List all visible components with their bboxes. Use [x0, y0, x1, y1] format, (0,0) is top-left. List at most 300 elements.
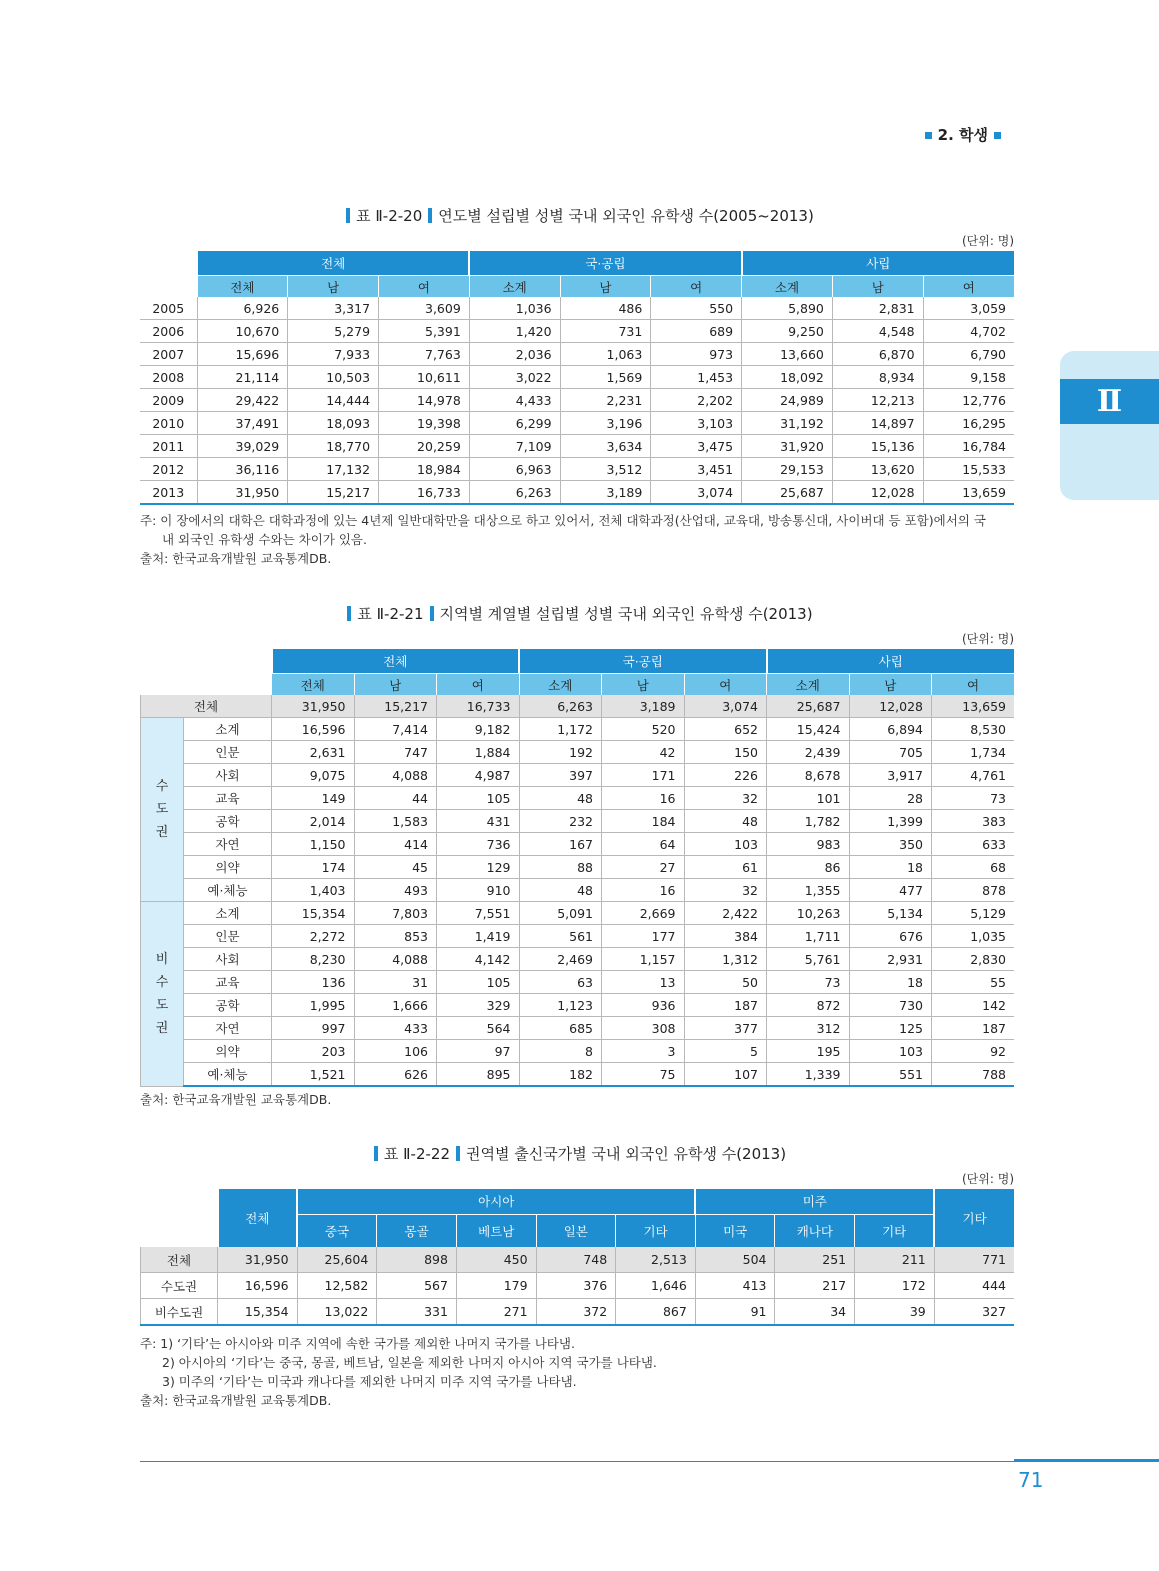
- row-label: 사회: [184, 948, 272, 971]
- table-cell: 2,831: [832, 297, 923, 320]
- table-cell: 329: [437, 994, 520, 1017]
- row-label: 공학: [184, 994, 272, 1017]
- table2-group: 사립: [767, 649, 1015, 674]
- table-row: [141, 787, 1015, 810]
- table-cell: 106: [354, 1040, 437, 1063]
- table-row: [141, 764, 1015, 787]
- table-cell: 4,088: [354, 764, 437, 787]
- table-cell: 633: [932, 833, 1015, 856]
- table-cell: 18,093: [288, 412, 379, 435]
- table-row: [141, 856, 1015, 879]
- row-year: 2005: [140, 297, 197, 320]
- total-row: [141, 695, 1015, 718]
- table-cell: 3,451: [651, 458, 742, 481]
- row-label: 전체: [141, 695, 272, 718]
- table-cell: 7,414: [354, 718, 437, 741]
- table1-unit: (단위: 명): [962, 234, 1014, 248]
- table1-subhead: 소계: [469, 276, 560, 298]
- table-cell: 383: [932, 810, 1015, 833]
- row-label: 수도권: [141, 1273, 218, 1299]
- row-label: 소계: [184, 718, 272, 741]
- table-cell: 1,782: [767, 810, 850, 833]
- table-cell: 3,074: [684, 695, 767, 718]
- table-cell: 788: [932, 1063, 1015, 1087]
- table-cell: 450: [456, 1247, 536, 1273]
- table-cell: 493: [354, 879, 437, 902]
- table-cell: 232: [519, 810, 602, 833]
- table-cell: 31,920: [742, 435, 833, 458]
- table-cell: 13,620: [832, 458, 923, 481]
- table-cell: 2,202: [651, 389, 742, 412]
- table-cell: 376: [536, 1273, 616, 1299]
- table-cell: 12,776: [923, 389, 1014, 412]
- caption-bar-icon: [347, 606, 351, 621]
- table2-subhead: 여: [437, 674, 520, 696]
- table-cell: 14,444: [288, 389, 379, 412]
- table-cell: 39: [855, 1299, 935, 1326]
- table-cell: 6,894: [849, 718, 932, 741]
- table-cell: 867: [616, 1299, 696, 1326]
- table-cell: 45: [354, 856, 437, 879]
- table-cell: 203: [272, 1040, 355, 1063]
- caption-bar-icon: [346, 208, 350, 223]
- table-cell: 88: [519, 856, 602, 879]
- table-cell: 973: [651, 343, 742, 366]
- row-label: 사회: [184, 764, 272, 787]
- table2-group: 전체: [272, 649, 520, 674]
- table-cell: 217: [775, 1273, 855, 1299]
- table-cell: 16: [602, 787, 685, 810]
- table-row: [140, 458, 1014, 481]
- table-cell: 676: [849, 925, 932, 948]
- table-cell: 8: [519, 1040, 602, 1063]
- table-row: [140, 320, 1014, 343]
- table-cell: 1,646: [616, 1273, 696, 1299]
- table-cell: 50: [684, 971, 767, 994]
- table3-col-etc: 기타: [934, 1189, 1014, 1247]
- table-cell: 16,596: [218, 1273, 298, 1299]
- table-cell: 15,136: [832, 435, 923, 458]
- table3-subhead: 몽골: [377, 1214, 457, 1247]
- chapter-number: Ⅱ: [1060, 379, 1159, 424]
- table-cell: 910: [437, 879, 520, 902]
- table-cell: 384: [684, 925, 767, 948]
- table-row: [140, 297, 1014, 320]
- table-cell: 48: [684, 810, 767, 833]
- table-cell: 550: [651, 297, 742, 320]
- table-cell: 1,666: [354, 994, 437, 1017]
- table-cell: 377: [684, 1017, 767, 1040]
- table3-caption: 표 Ⅱ-2-22 권역별 출신국가별 국내 외국인 유학생 수(2013): [140, 1143, 1014, 1164]
- table-cell: 32: [684, 879, 767, 902]
- table3-group-america: 미주: [695, 1189, 934, 1214]
- table-cell: 1,035: [932, 925, 1015, 948]
- table1-subhead: 전체: [197, 276, 288, 298]
- table-cell: 37,491: [197, 412, 288, 435]
- table-cell: 20,259: [379, 435, 470, 458]
- table-cell: 55: [932, 971, 1015, 994]
- table2-subhead: 여: [684, 674, 767, 696]
- source-line: 출처: 한국교육개발원 교육통계DB.: [140, 1393, 332, 1408]
- table-cell: 7,803: [354, 902, 437, 925]
- table-cell: 3,189: [560, 481, 651, 505]
- table-cell: 4,702: [923, 320, 1014, 343]
- table-cell: 92: [932, 1040, 1015, 1063]
- table-cell: 129: [437, 856, 520, 879]
- table-cell: 63: [519, 971, 602, 994]
- table-cell: 520: [602, 718, 685, 741]
- caption-bar-icon: [374, 1146, 378, 1161]
- table-cell: 149: [272, 787, 355, 810]
- table-cell: 731: [560, 320, 651, 343]
- table-cell: 31,192: [742, 412, 833, 435]
- table3-subhead: 기타: [616, 1214, 696, 1247]
- table-cell: 5,129: [932, 902, 1015, 925]
- table-cell: 16,596: [272, 718, 355, 741]
- note-line: 주: 이 장에서의 대학은 대학과정에 있는 4년제 일반대학만을 대상으로 하고 있어서, 전체 대학과정(산업대, 교육대, 방송통신대, 사이버대 등 포함)에서의 국: [140, 513, 986, 528]
- row-year: 2011: [140, 435, 197, 458]
- table2-caption: 표 Ⅱ-2-21 지역별 계열별 설립별 성별 국내 외국인 유학생 수(2013): [140, 603, 1014, 624]
- table-row: [140, 412, 1014, 435]
- table-cell: 75: [602, 1063, 685, 1087]
- table-cell: 652: [684, 718, 767, 741]
- table-cell: 18: [849, 856, 932, 879]
- table3-subhead: 미국: [695, 1214, 775, 1247]
- table-cell: 48: [519, 879, 602, 902]
- table2-subhead: 소계: [767, 674, 850, 696]
- table-cell: 15,354: [218, 1299, 298, 1326]
- table-cell: 10,503: [288, 366, 379, 389]
- table2-subhead: 여: [932, 674, 1015, 696]
- table-cell: 48: [519, 787, 602, 810]
- table-cell: 431: [437, 810, 520, 833]
- table-cell: 12,028: [832, 481, 923, 505]
- table-cell: 5,091: [519, 902, 602, 925]
- table2-subhead: 남: [602, 674, 685, 696]
- table-cell: 18,984: [379, 458, 470, 481]
- table-cell: 15,533: [923, 458, 1014, 481]
- table-cell: 2,014: [272, 810, 355, 833]
- table-cell: 7,551: [437, 902, 520, 925]
- table-row: [141, 1063, 1015, 1087]
- table-row: [141, 1017, 1015, 1040]
- table3: [140, 1189, 1014, 1326]
- table-cell: 3,103: [651, 412, 742, 435]
- table-cell: 42: [602, 741, 685, 764]
- table-cell: 16,733: [379, 481, 470, 505]
- table-cell: 15,217: [288, 481, 379, 505]
- table-cell: 13,659: [932, 695, 1015, 718]
- row-label: 공학: [184, 810, 272, 833]
- table1-subhead: 남: [560, 276, 651, 298]
- table-cell: 705: [849, 741, 932, 764]
- table-cell: 13,659: [923, 481, 1014, 505]
- caption-bar-icon: [430, 606, 434, 621]
- region-char: 수: [155, 974, 169, 990]
- table1-subhead: 여: [651, 276, 742, 298]
- table3-group-asia: 아시아: [297, 1189, 695, 1214]
- table-cell: 179: [456, 1273, 536, 1299]
- region-label: [141, 902, 184, 1087]
- table-cell: 68: [932, 856, 1015, 879]
- table3-unit: (단위: 명): [962, 1172, 1014, 1186]
- row-label: 교육: [184, 971, 272, 994]
- table-row: [140, 435, 1014, 458]
- row-year: 2008: [140, 366, 197, 389]
- bullet-square-icon: [994, 132, 1001, 139]
- table-cell: 895: [437, 1063, 520, 1087]
- row-label: 자연: [184, 833, 272, 856]
- table1-caption: 표 Ⅱ-2-20 연도별 설립별 성별 국내 외국인 유학생 수(2005~2013): [140, 205, 1014, 226]
- table-row: [141, 1247, 1015, 1273]
- table-cell: 1,711: [767, 925, 850, 948]
- table-cell: 2,931: [849, 948, 932, 971]
- table-row: [141, 902, 1015, 925]
- table1-group: 사립: [742, 251, 1014, 276]
- table-cell: 3,917: [849, 764, 932, 787]
- table-cell: 736: [437, 833, 520, 856]
- table-cell: 4,142: [437, 948, 520, 971]
- table-cell: 1,734: [932, 741, 1015, 764]
- table-cell: 171: [602, 764, 685, 787]
- table-cell: 1,157: [602, 948, 685, 971]
- table-cell: 73: [932, 787, 1015, 810]
- table-cell: 61: [684, 856, 767, 879]
- table-cell: 226: [684, 764, 767, 787]
- region-label: [141, 718, 184, 902]
- caption-bar-icon: [428, 208, 432, 223]
- row-year: 2006: [140, 320, 197, 343]
- table-cell: 182: [519, 1063, 602, 1087]
- table1-subhead: 여: [379, 276, 470, 298]
- table-cell: 32: [684, 787, 767, 810]
- table-cell: 9,250: [742, 320, 833, 343]
- table-cell: 898: [377, 1247, 457, 1273]
- table-cell: 350: [849, 833, 932, 856]
- table3-subhead: 중국: [297, 1214, 377, 1247]
- table-cell: 31: [354, 971, 437, 994]
- table-cell: 8,530: [932, 718, 1015, 741]
- table-cell: 29,153: [742, 458, 833, 481]
- table-cell: 413: [695, 1273, 775, 1299]
- table-cell: 13,022: [297, 1299, 377, 1326]
- table-cell: 184: [602, 810, 685, 833]
- table-cell: 1,063: [560, 343, 651, 366]
- table-cell: 878: [932, 879, 1015, 902]
- note-line: 내 외국인 유학생 수와는 차이가 있음.: [162, 532, 367, 547]
- table-cell: 27: [602, 856, 685, 879]
- table-cell: 2,830: [932, 948, 1015, 971]
- row-label: 교육: [184, 787, 272, 810]
- table-cell: 31,950: [218, 1247, 298, 1273]
- table-cell: 105: [437, 787, 520, 810]
- table-cell: 34: [775, 1299, 855, 1326]
- table-cell: 5,391: [379, 320, 470, 343]
- table-cell: 486: [560, 297, 651, 320]
- table-cell: 1,995: [272, 994, 355, 1017]
- table-cell: 44: [354, 787, 437, 810]
- row-label: 비수도권: [141, 1299, 218, 1326]
- table-row: [141, 971, 1015, 994]
- note-line: 2) 아시아의 ‘기타’는 중국, 몽골, 베트남, 일본을 제외한 나머지 아시아 지역 국가를 나타냄.: [162, 1355, 657, 1370]
- table3-notes: [140, 1334, 1020, 1410]
- table-cell: 1,521: [272, 1063, 355, 1087]
- table-row: [140, 343, 1014, 366]
- table-cell: 2,422: [684, 902, 767, 925]
- table-cell: 7,763: [379, 343, 470, 366]
- table-cell: 192: [519, 741, 602, 764]
- table-cell: 16: [602, 879, 685, 902]
- table-row: [141, 810, 1015, 833]
- table1-group: 전체: [197, 251, 469, 276]
- table-cell: 2,469: [519, 948, 602, 971]
- table-cell: 5: [684, 1040, 767, 1063]
- table-cell: 25,687: [767, 695, 850, 718]
- footer-rule: [140, 1461, 1014, 1462]
- table2-corner: [141, 674, 272, 696]
- table-cell: 477: [849, 879, 932, 902]
- table-cell: 567: [377, 1273, 457, 1299]
- table1-corner: [140, 251, 197, 276]
- table-cell: 5,279: [288, 320, 379, 343]
- table-cell: 150: [684, 741, 767, 764]
- table3-subhead: 기타: [855, 1214, 935, 1247]
- row-label: 전체: [141, 1247, 218, 1273]
- table-row: [140, 366, 1014, 389]
- table-cell: 1,420: [469, 320, 560, 343]
- table2: [140, 649, 1014, 1087]
- table-cell: 9,182: [437, 718, 520, 741]
- table-cell: 564: [437, 1017, 520, 1040]
- table-cell: 18,770: [288, 435, 379, 458]
- table-cell: 14,978: [379, 389, 470, 412]
- table-cell: 6,263: [469, 481, 560, 505]
- row-year: 2009: [140, 389, 197, 412]
- table-cell: 308: [602, 1017, 685, 1040]
- table1-subhead: 남: [832, 276, 923, 298]
- row-label: 의약: [184, 1040, 272, 1063]
- chapter-tab: [1060, 351, 1159, 500]
- table-cell: 13: [602, 971, 685, 994]
- table-cell: 626: [354, 1063, 437, 1087]
- table-cell: 187: [684, 994, 767, 1017]
- table-cell: 2,231: [560, 389, 651, 412]
- table-cell: 397: [519, 764, 602, 787]
- table2-corner: [141, 649, 272, 674]
- table-cell: 16,295: [923, 412, 1014, 435]
- table-cell: 372: [536, 1299, 616, 1326]
- region-char: 비: [155, 951, 169, 967]
- table-cell: 12,582: [297, 1273, 377, 1299]
- table-cell: 685: [519, 1017, 602, 1040]
- table-cell: 1,419: [437, 925, 520, 948]
- row-label: 인문: [184, 741, 272, 764]
- table-cell: 872: [767, 994, 850, 1017]
- table2-group: 국·공립: [519, 649, 767, 674]
- table-cell: 312: [767, 1017, 850, 1040]
- table1-corner: [140, 276, 197, 298]
- table-cell: 251: [775, 1247, 855, 1273]
- table-cell: 14,897: [832, 412, 923, 435]
- table-cell: 16,733: [437, 695, 520, 718]
- table3-corner: [141, 1214, 218, 1247]
- caption-bar-icon: [456, 1146, 460, 1161]
- table-cell: 39,029: [197, 435, 288, 458]
- table-cell: 4,987: [437, 764, 520, 787]
- table-cell: 18,092: [742, 366, 833, 389]
- table-cell: 414: [354, 833, 437, 856]
- row-year: 2007: [140, 343, 197, 366]
- table-cell: 177: [602, 925, 685, 948]
- table-cell: 174: [272, 856, 355, 879]
- table-cell: 125: [849, 1017, 932, 1040]
- table-cell: 1,339: [767, 1063, 850, 1087]
- table-row: [141, 994, 1015, 1017]
- region-char: 도: [155, 802, 169, 817]
- table-cell: 6,299: [469, 412, 560, 435]
- table-cell: 5,761: [767, 948, 850, 971]
- table-cell: 6,870: [832, 343, 923, 366]
- table-cell: 4,433: [469, 389, 560, 412]
- table-cell: 1,355: [767, 879, 850, 902]
- table-cell: 936: [602, 994, 685, 1017]
- source-line: 출처: 한국교육개발원 교육통계DB.: [140, 1092, 332, 1107]
- table-cell: 433: [354, 1017, 437, 1040]
- table1-subhead: 남: [288, 276, 379, 298]
- table-cell: 4,548: [832, 320, 923, 343]
- table-cell: 853: [354, 925, 437, 948]
- table2-subhead: 남: [354, 674, 437, 696]
- table-cell: 747: [354, 741, 437, 764]
- table-cell: 73: [767, 971, 850, 994]
- table-cell: 17,132: [288, 458, 379, 481]
- table-cell: 10,611: [379, 366, 470, 389]
- table-cell: 187: [932, 1017, 1015, 1040]
- table-cell: 97: [437, 1040, 520, 1063]
- table2-subhead: 소계: [519, 674, 602, 696]
- row-year: 2013: [140, 481, 197, 505]
- table-row: [141, 948, 1015, 971]
- table-cell: 105: [437, 971, 520, 994]
- table-row: [140, 389, 1014, 412]
- table2-notes: [140, 1090, 1020, 1109]
- source-line: 출처: 한국교육개발원 교육통계DB.: [140, 551, 332, 566]
- section-header: 2. 학생: [919, 124, 1007, 145]
- table1-group: 국·공립: [469, 251, 741, 276]
- table-cell: 10,263: [767, 902, 850, 925]
- table-cell: 6,926: [197, 297, 288, 320]
- table-cell: 167: [519, 833, 602, 856]
- table-cell: 107: [684, 1063, 767, 1087]
- note-line: 3) 미주의 ‘기타’는 미국과 캐나다를 제외한 나머지 미주 지역 국가를 나타냄.: [162, 1374, 577, 1389]
- table-cell: 1,172: [519, 718, 602, 741]
- table-cell: 997: [272, 1017, 355, 1040]
- table-cell: 3,634: [560, 435, 651, 458]
- table-cell: 3,022: [469, 366, 560, 389]
- table-cell: 12,028: [849, 695, 932, 718]
- table-cell: 29,422: [197, 389, 288, 412]
- table-cell: 771: [934, 1247, 1014, 1273]
- table-cell: 195: [767, 1040, 850, 1063]
- table-cell: 211: [855, 1247, 935, 1273]
- table-cell: 91: [695, 1299, 775, 1326]
- page-number: 71: [1018, 1468, 1044, 1492]
- table-cell: 4,088: [354, 948, 437, 971]
- table3-subhead: 일본: [536, 1214, 616, 1247]
- table-cell: 5,134: [849, 902, 932, 925]
- table-cell: 36,116: [197, 458, 288, 481]
- table3-subhead: 캐나다: [775, 1214, 855, 1247]
